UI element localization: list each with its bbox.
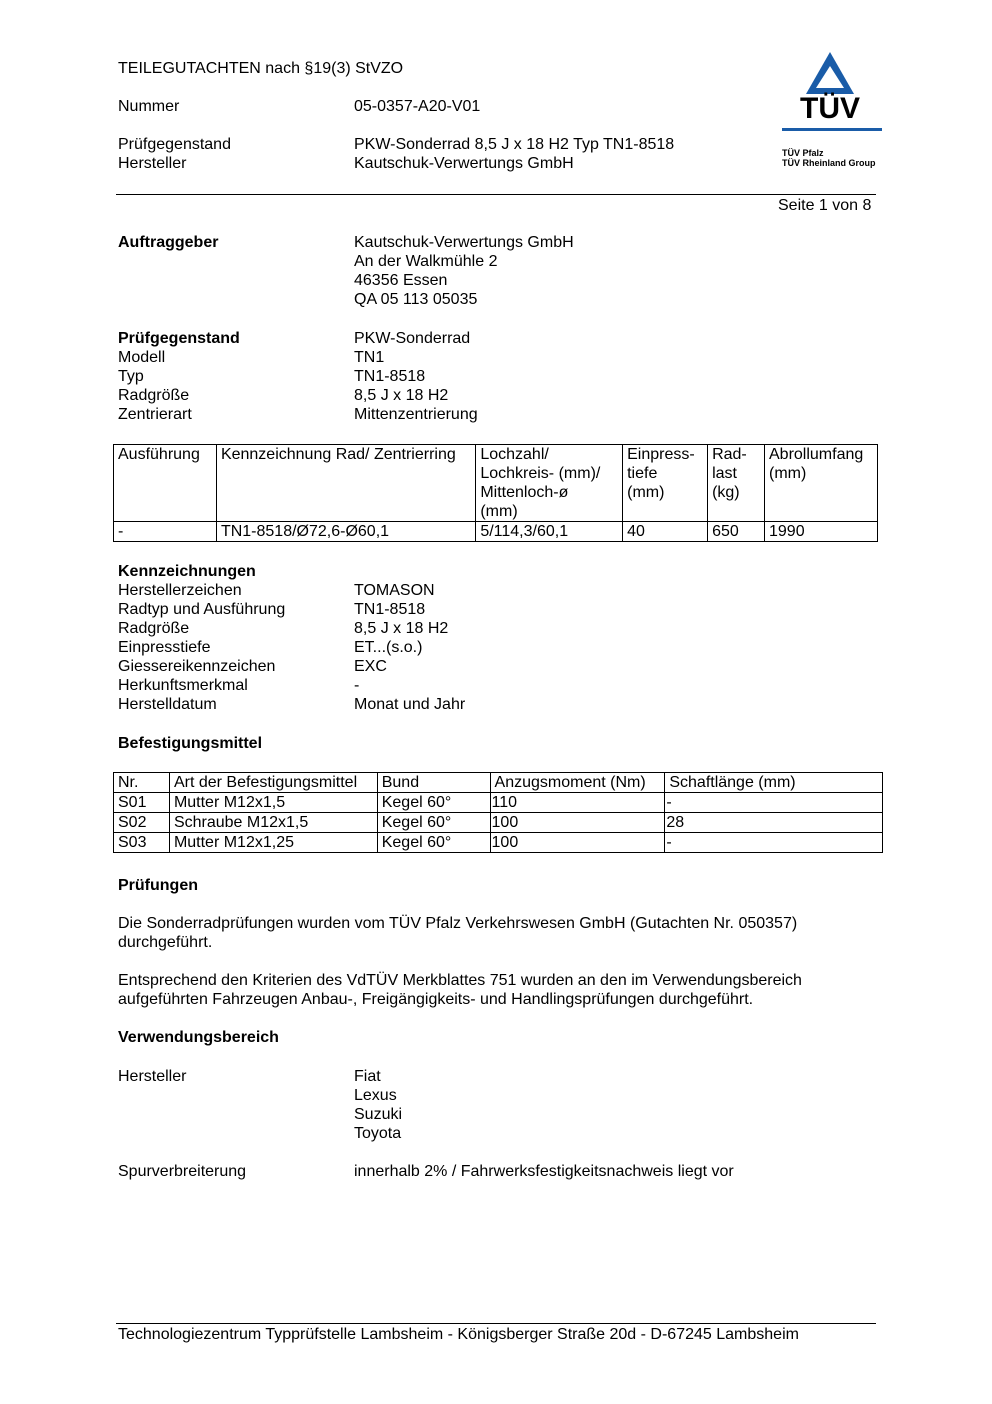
list-item: Fiat [354, 1068, 381, 1085]
modell-label: Modell [118, 349, 166, 366]
address-line: QA 05 113 05035 [354, 291, 478, 308]
table-cell: Schraube M12x1,5 [169, 813, 377, 833]
address-line: Kautschuk-Verwertungs GmbH [354, 234, 574, 251]
page-number: Seite 1 von 8 [778, 197, 872, 214]
pruefgegenstand-label: Prüfgegenstand [118, 136, 231, 153]
table-cell: Mutter M12x1,5 [169, 793, 377, 813]
pruefgegenstand-values [354, 329, 478, 424]
paragraph-line: aufgeführten Fahrzeugen Anbau-, Freigängigkeits- und Handlingsprüfungen durchgeführt. [118, 991, 754, 1008]
spurverbreiterung-value: innerhalb 2% / Fahrwerksfestigkeitsnachweis liegt vor [354, 1163, 734, 1180]
kennz-label: Herkunftsmerkmal [118, 677, 248, 694]
kennz-value: EXC [354, 658, 387, 675]
footer-rule [116, 1323, 876, 1324]
kennzeichnungen-labels [118, 581, 285, 714]
table-row [114, 813, 883, 833]
zentrierart-label: Zentrierart [118, 406, 192, 423]
pruefgegenstand-heading: Prüfgegenstand [118, 330, 240, 347]
kennz-label: Herstelldatum [118, 696, 217, 713]
tuev-triangle-icon [778, 48, 888, 120]
kennz-label: Herstellerzeichen [118, 582, 242, 599]
zentrierart-value: Mittenzentrierung [354, 406, 478, 423]
kennz-value: ET...(s.o.) [354, 639, 423, 656]
table-header-cell: Ausführung [114, 445, 217, 522]
table-cell: Mutter M12x1,25 [169, 833, 377, 853]
table-header-cell: Einpress- tiefe (mm) [623, 445, 708, 522]
radgroesse-label: Radgröße [118, 387, 190, 404]
logo-bar [782, 128, 882, 131]
document-title: TEILEGUTACHTEN nach §19(3) StVZO [118, 60, 404, 77]
list-item: Suzuki [354, 1106, 403, 1123]
table-header-cell: Bund [377, 773, 490, 793]
address-line: 46356 Essen [354, 272, 448, 289]
verwendung-hersteller-label: Hersteller [118, 1068, 187, 1085]
auftraggeber-address [354, 233, 574, 309]
kennz-value: Monat und Jahr [354, 696, 466, 713]
table-cell: 1990 [765, 522, 878, 542]
table-header-cell: Lochzahl/ Lochkreis- (mm)/ Mittenloch-ø (mm) [476, 445, 623, 522]
kennzeichnungen-heading: Kennzeichnungen [118, 563, 256, 580]
table-cell: S02 [114, 813, 170, 833]
hersteller-value: Kautschuk-Verwertungs GmbH [354, 155, 574, 172]
table-row [114, 833, 883, 853]
table-cell: 28 [665, 813, 883, 833]
pruefgegenstand-value: PKW-Sonderrad [354, 330, 471, 347]
table-cell: 5/114,3/60,1 [476, 522, 623, 542]
table-cell: S01 [114, 793, 170, 813]
auftraggeber-label: Auftraggeber [118, 234, 219, 251]
radgroesse-value: 8,5 J x 18 H2 [354, 387, 449, 404]
address-line: An der Walkmühle 2 [354, 253, 498, 270]
table-header-cell: Rad- last (kg) [708, 445, 765, 522]
kennz-label: Einpresstiefe [118, 639, 211, 656]
pruefungen-paragraph-2 [118, 971, 802, 1009]
kennz-label: Giessereikennzeichen [118, 658, 276, 675]
modell-value: TN1 [354, 349, 385, 366]
logo-line1: TÜV Pfalz [782, 148, 824, 158]
table-cell: 100 [490, 833, 665, 853]
nummer-value: 05-0357-A20-V01 [354, 98, 481, 115]
table-header-cell: Nr. [114, 773, 170, 793]
table-cell: Kegel 60° [377, 793, 490, 813]
kennz-value: - [354, 677, 360, 694]
table-header-cell: Art der Befestigungsmittel [169, 773, 377, 793]
kennz-value: TOMASON [354, 582, 435, 599]
table-header-row [114, 445, 878, 522]
table-cell: 650 [708, 522, 765, 542]
table-cell: 100 [490, 813, 665, 833]
kennz-value: TN1-8518 [354, 601, 426, 618]
table-cell: - [114, 522, 217, 542]
typ-label: Typ [118, 368, 144, 385]
list-item: Toyota [354, 1125, 402, 1142]
table-row [114, 522, 878, 542]
table-header-cell: Schaftlänge (mm) [665, 773, 883, 793]
table-header-cell: Kennzeichnung Rad/ Zentrierring [216, 445, 475, 522]
pruefgegenstand-value: PKW-Sonderrad 8,5 J x 18 H2 Typ TN1-8518 [354, 136, 675, 153]
paragraph-line: Entsprechend den Kriterien des VdTÜV Merkblattes 751 wurden an den im Verwendungsbereich [118, 972, 802, 989]
kennz-label: Radgröße [118, 620, 190, 637]
table-cell: - [665, 793, 883, 813]
table-cell: 40 [623, 522, 708, 542]
logo-line2: TÜV Rheinland Group [782, 158, 876, 168]
header-rule [116, 194, 876, 195]
paragraph-line: Die Sonderradprüfungen wurden vom TÜV Pfalz Verkehrswesen GmbH (Gutachten Nr. 050357) [118, 915, 798, 932]
spurverbreiterung-label: Spurverbreiterung [118, 1163, 247, 1180]
wheel-table [113, 444, 878, 542]
kennzeichnungen-values [354, 581, 465, 714]
pruefgegenstand-labels [118, 329, 240, 424]
pruefungen-paragraph-1 [118, 914, 797, 952]
verwendung-hersteller-list [354, 1067, 402, 1143]
hersteller-label: Hersteller [118, 155, 187, 172]
logo-brand: TÜV [800, 92, 860, 120]
list-item: Lexus [354, 1087, 397, 1104]
kennz-label: Radtyp und Ausführung [118, 601, 286, 618]
table-header-cell: Abrollumfang (mm) [765, 445, 878, 522]
befestigung-table [113, 772, 883, 853]
table-header-row [114, 773, 883, 793]
paragraph-line: durchgeführt. [118, 934, 213, 951]
befestigungsmittel-heading: Befestigungsmittel [118, 735, 263, 752]
table-cell: Kegel 60° [377, 813, 490, 833]
kennz-value: 8,5 J x 18 H2 [354, 620, 449, 637]
pruefungen-heading: Prüfungen [118, 877, 198, 894]
nummer-label: Nummer [118, 98, 180, 115]
table-cell: Kegel 60° [377, 833, 490, 853]
typ-value: TN1-8518 [354, 368, 426, 385]
footer-address: Technologiezentrum Typprüfstelle Lambsheim - Königsberger Straße 20d - D-67245 Lambsheim [118, 1326, 799, 1343]
table-row [114, 793, 883, 813]
table-cell: - [665, 833, 883, 853]
verwendungsbereich-heading: Verwendungsbereich [118, 1029, 279, 1046]
tuev-logo [778, 48, 888, 174]
table-cell: 110 [490, 793, 665, 813]
table-cell: TN1-8518/Ø72,6-Ø60,1 [216, 522, 475, 542]
table-header-cell: Anzugsmoment (Nm) [490, 773, 665, 793]
table-cell: S03 [114, 833, 170, 853]
